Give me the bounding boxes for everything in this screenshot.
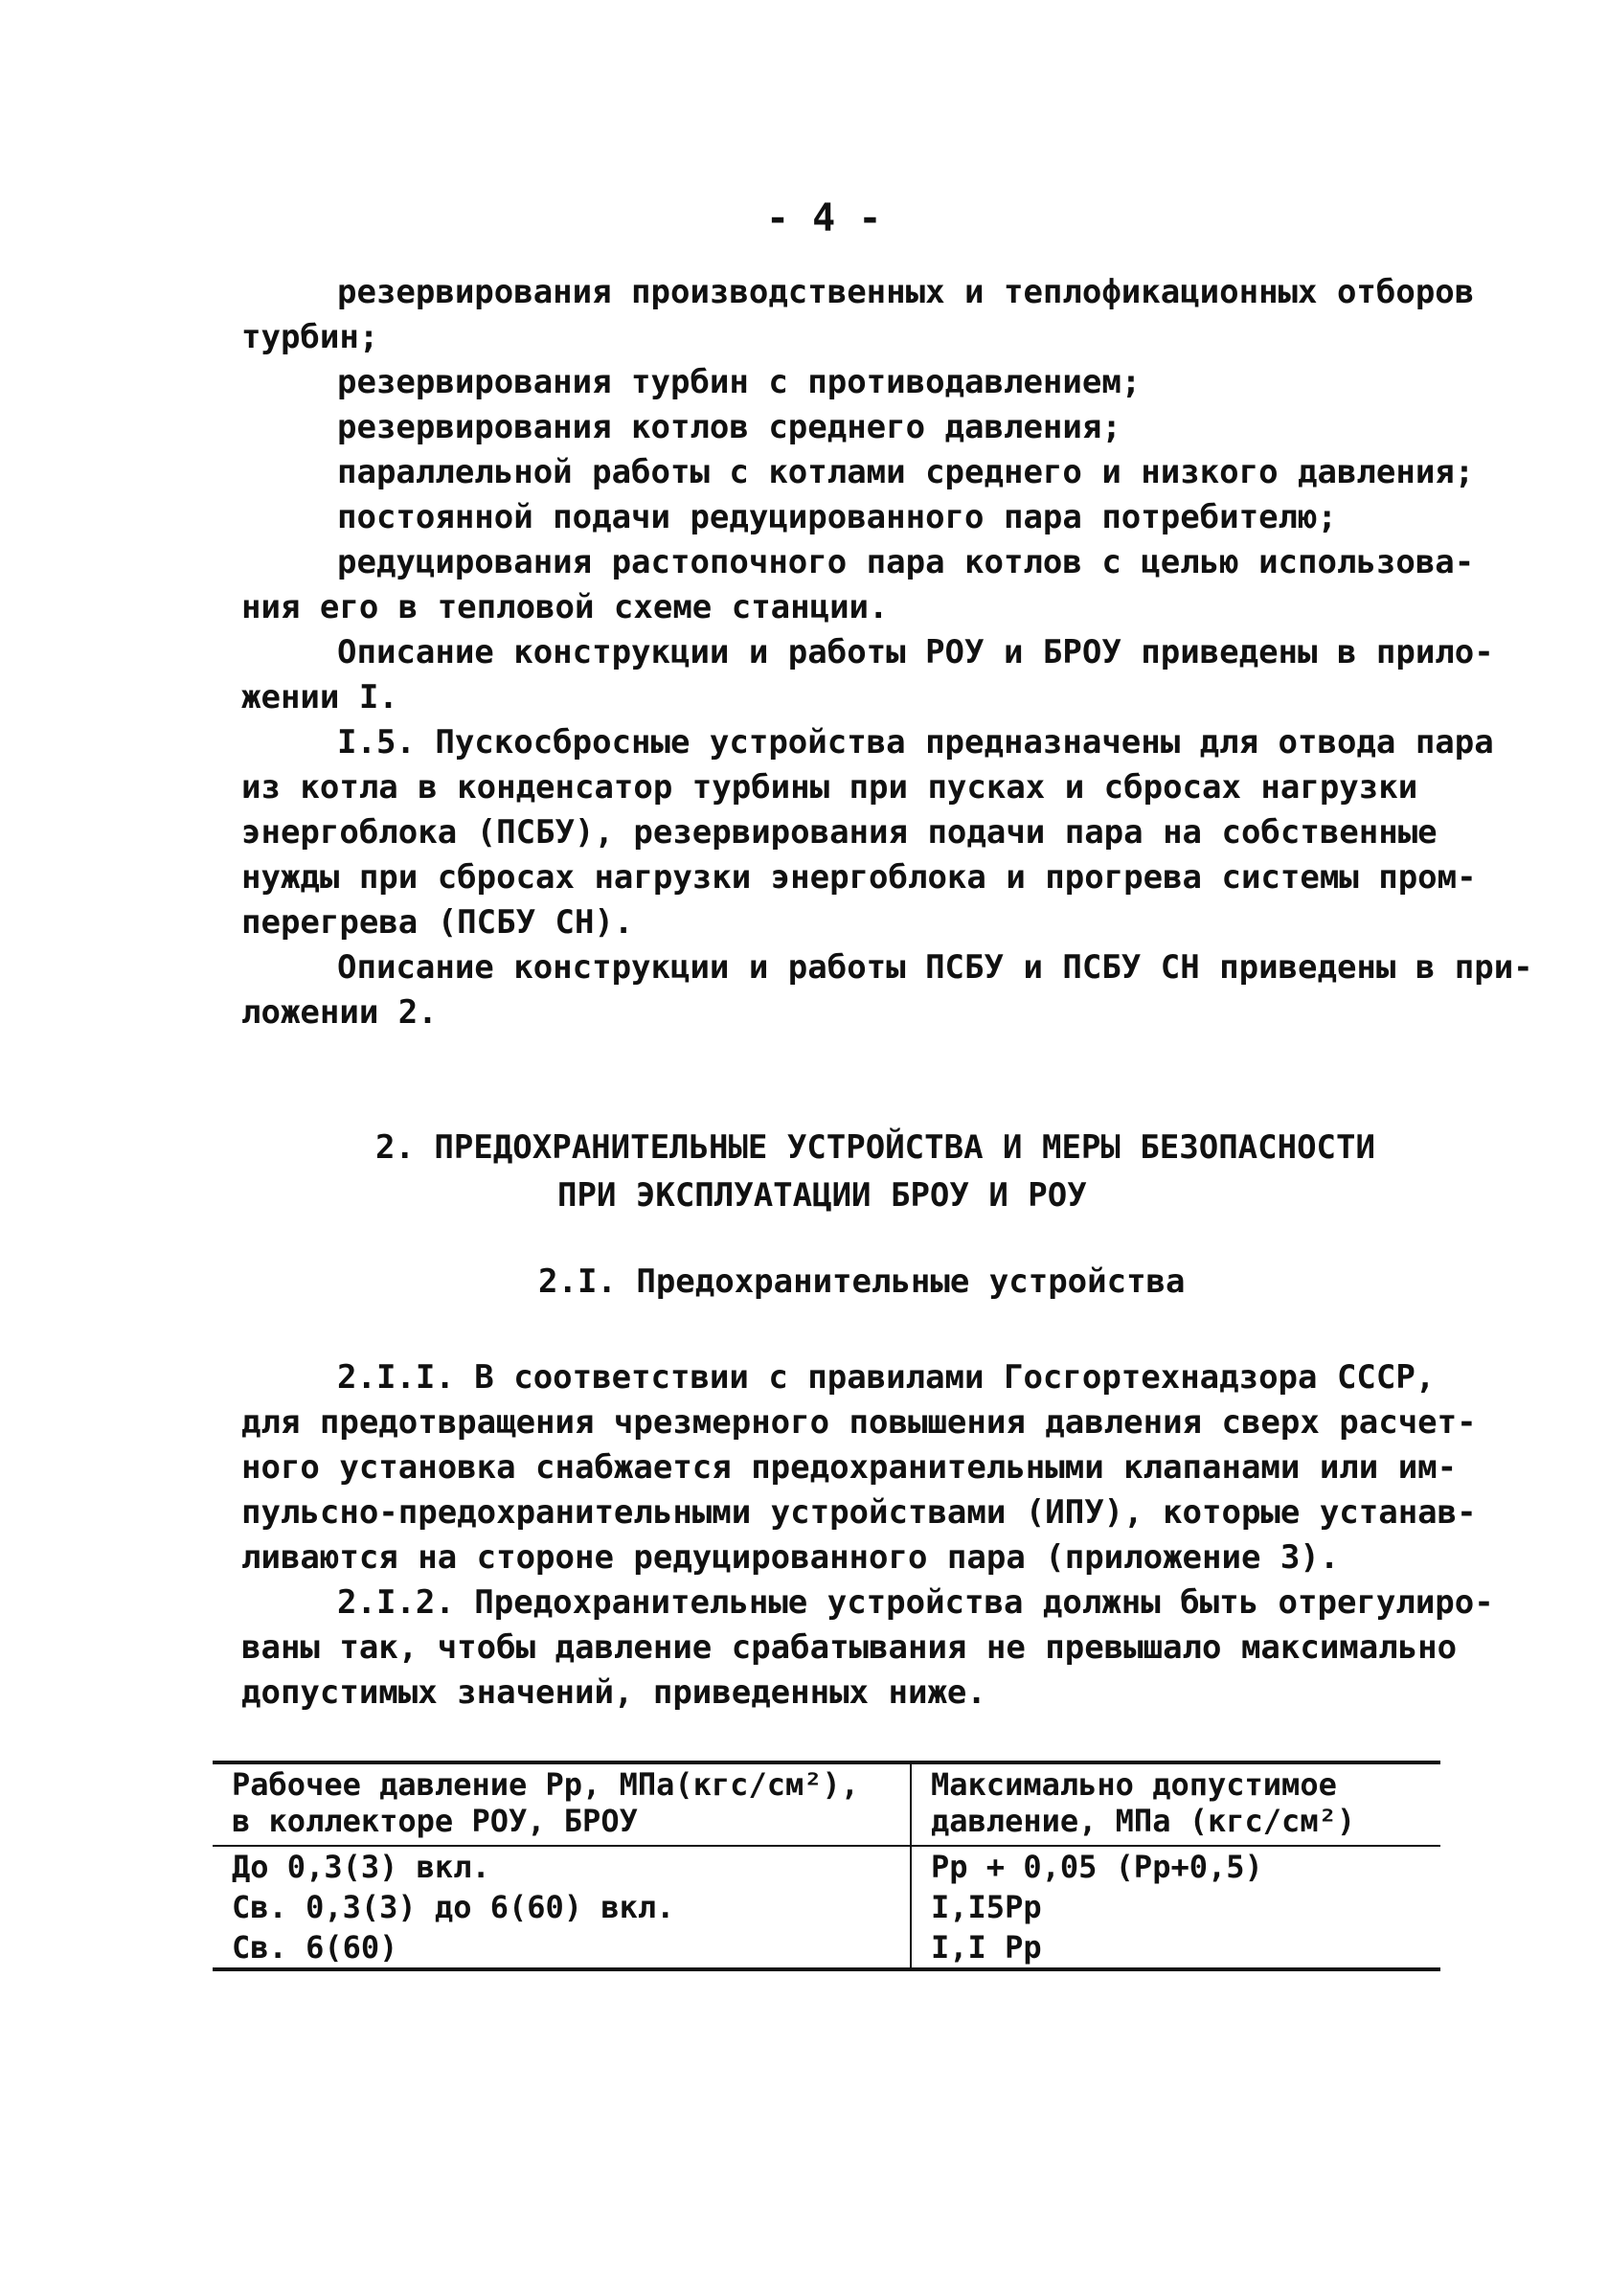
text-line: I.5. Пускосбросные устройства предназначены для отвода пара (337, 723, 1494, 762)
text-line: резервирования производственных и теплофикационных отборов (337, 273, 1475, 311)
table-header-row (213, 1762, 1440, 1846)
text-line: допустимых значений, приведенных ниже. (241, 1673, 986, 1712)
cell-pressure: До 0,3(3) вкл. (213, 1846, 911, 1887)
table-row (213, 1887, 1440, 1927)
subsection-2-1-title: 2.I. Предохранительные устройства (538, 1262, 1186, 1301)
text-line: энергоблока (ПСБУ), резервирования подачи пара на собственные (241, 813, 1438, 852)
header-col1-line2: в коллекторе РОУ, БРОУ (232, 1803, 638, 1839)
text-line: ния его в тепловой схеме станции. (241, 588, 889, 626)
cell-max: Рр + 0,05 (Рр+0,5) (931, 1849, 1263, 1885)
text-line: нужды при сбросах нагрузки энергоблока и прогрева системы пром- (241, 858, 1477, 897)
table-header-max-pressure (911, 1762, 1440, 1846)
text-line: 2.I.2. Предохранительные устройства должны быть отрегулиро- (337, 1583, 1494, 1622)
cell-max: I,I Рр (911, 1927, 1440, 1969)
text-line: пульсно-предохранительными устройствами (ИПУ), которые устанав- (241, 1493, 1477, 1532)
cell-pressure: Св. 0,3(3) до 6(60) вкл. (213, 1887, 911, 1927)
text-line: постоянной подачи редуцированного пара потребителю; (337, 498, 1337, 536)
text-line: ложении 2. (241, 993, 438, 1032)
text-line: жении I. (241, 678, 398, 716)
text-line: редуцирования растопочного пара котлов с целью использова- (337, 543, 1475, 581)
table-header-working-pressure (213, 1762, 911, 1846)
text-line: ливаются на стороне редуцированного пара (приложение 3). (241, 1538, 1340, 1577)
header-col2-line2: давление, МПа (кгс/см²) (931, 1803, 1356, 1839)
text-line: турбин; (241, 318, 379, 356)
section-2-title-line1: 2. ПРЕДОХРАНИТЕЛЬНЫЕ УСТРОЙСТВА И МЕРЫ БЕЗОПАСНОСТИ (375, 1128, 1375, 1167)
cell-max: I,I5Рр (931, 1889, 1042, 1925)
text-line: Описание конструкции и работы РОУ и БРОУ приведены в прило- (337, 633, 1494, 671)
page-number: - 4 - (766, 196, 882, 240)
text-line: параллельной работы с котлами среднего и низкого давления; (337, 453, 1475, 491)
table-row (213, 1846, 1440, 1887)
text-line: резервирования турбин с противодавлением; (337, 363, 1142, 401)
text-line: Описание конструкции и работы ПСБУ и ПСБУ СН приведены в при- (337, 948, 1533, 987)
text-line: из котла в конденсатор турбины при пусках и сбросах нагрузки (241, 768, 1418, 807)
table-row (213, 1927, 1440, 1969)
header-col1-line1: Рабочее давление Рр, МПа(кгс/см²), (232, 1766, 860, 1803)
section-2-title-line2: ПРИ ЭКСПЛУАТАЦИИ БРОУ И РОУ (557, 1176, 1087, 1215)
pressure-limits-table (213, 1761, 1440, 1971)
header-col2-line1: Максимально допустимое (931, 1766, 1337, 1803)
text-line: резервирования котлов среднего давления; (337, 408, 1121, 446)
text-line: ваны так, чтобы давление срабатывания не превышало максимально (241, 1628, 1458, 1667)
cell-pressure: Св. 6(60) (213, 1927, 911, 1969)
text-line: ного установка снабжается предохранительными клапанами или им- (241, 1448, 1458, 1487)
text-line: для предотвращения чрезмерного повышения давления сверх расчет- (241, 1403, 1477, 1442)
text-line: перегрева (ПСБУ СН). (241, 903, 634, 942)
text-line: 2.I.I. В соответствии с правилами Госгортехнадзора СССР, (337, 1358, 1436, 1397)
